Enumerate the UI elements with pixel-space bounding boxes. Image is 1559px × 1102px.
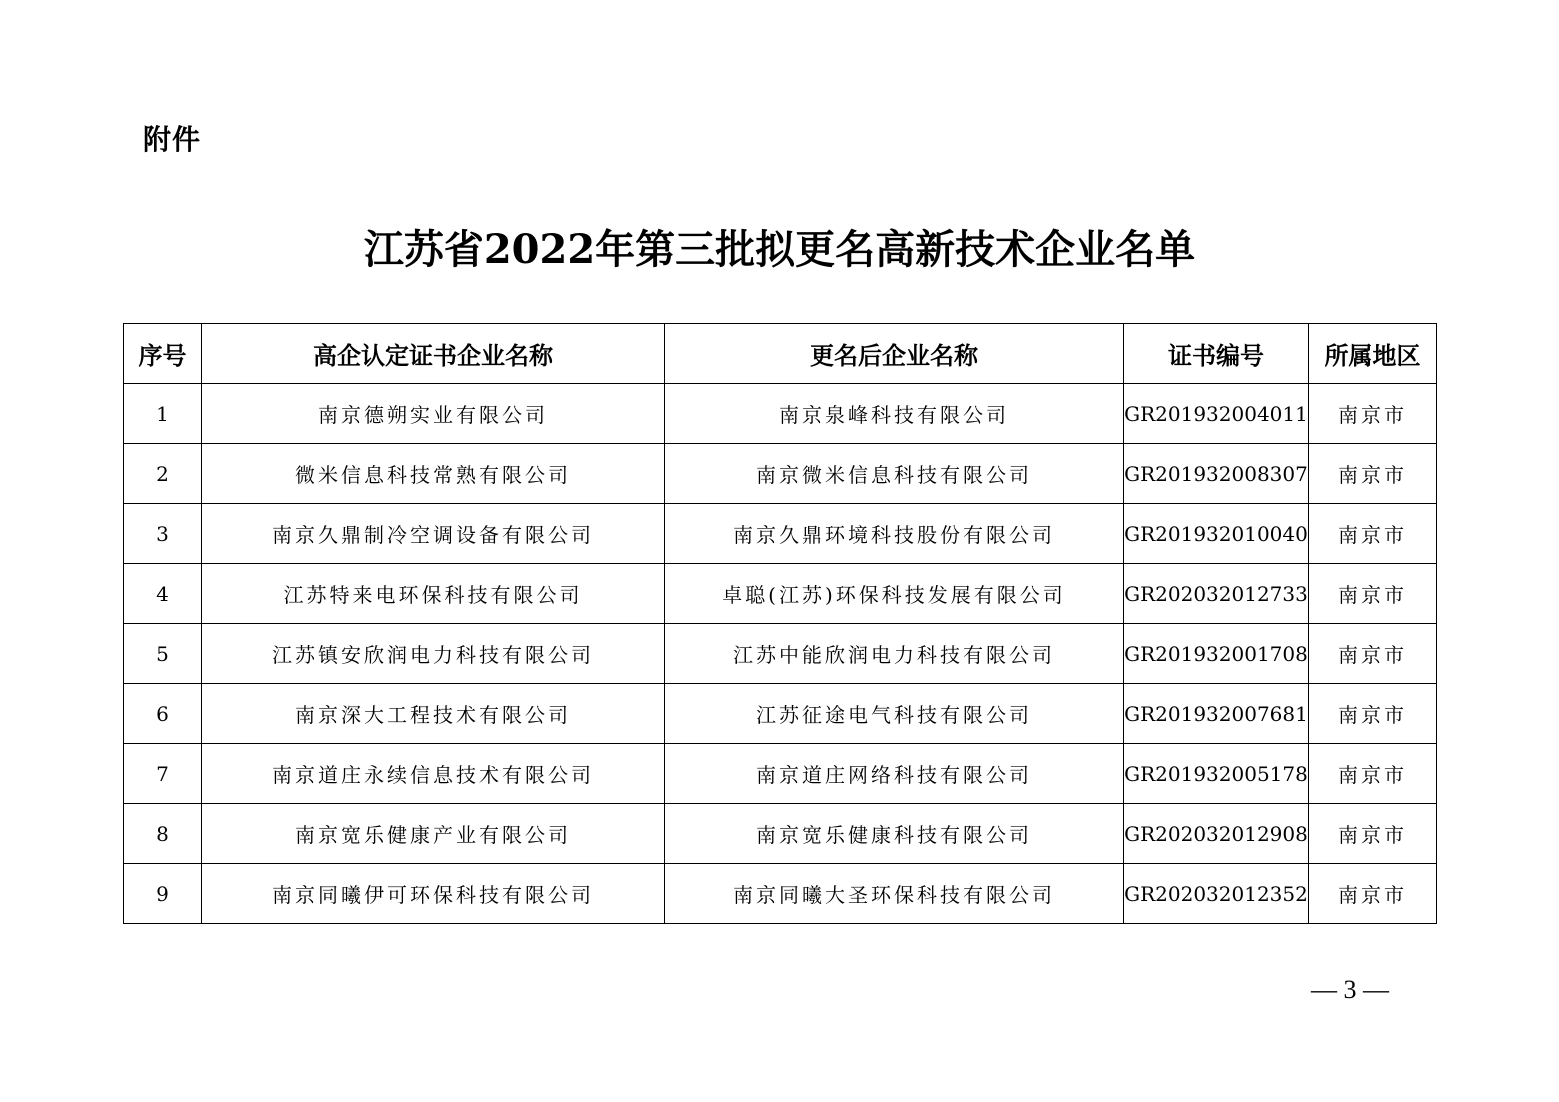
serial-number-cell: 2 [124,444,202,504]
serial-number-cell: 1 [124,384,202,444]
original-name-cell: 微米信息科技常熟有限公司 [202,444,665,504]
serial-number-cell: 8 [124,804,202,864]
table-row [124,624,1437,684]
original-name-cell: 南京同曦伊可环保科技有限公司 [202,864,665,924]
table-row [124,864,1437,924]
original-name-cell: 江苏镇安欣润电力科技有限公司 [202,624,665,684]
region-cell: 南京市 [1309,864,1437,924]
table-row [124,444,1437,504]
region-cell: 南京市 [1309,624,1437,684]
page-number: — 3 — [1311,975,1389,1004]
region-cell: 南京市 [1309,804,1437,864]
original-name-cell: 南京宽乐健康产业有限公司 [202,804,665,864]
region-cell: 南京市 [1309,564,1437,624]
table-row [124,564,1437,624]
table-row [124,684,1437,744]
table-header-row [124,324,1437,384]
table-row [124,804,1437,864]
certificate-number-cell: GR202032012352 [1124,864,1309,924]
company-rename-table [123,323,1437,924]
renamed-name-cell: 南京泉峰科技有限公司 [665,384,1124,444]
header-serial-number: 序号 [124,324,202,384]
renamed-name-cell: 卓聪(江苏)环保科技发展有限公司 [665,564,1124,624]
certificate-number-cell: GR202032012733 [1124,564,1309,624]
renamed-name-cell: 南京宽乐健康科技有限公司 [665,804,1124,864]
original-name-cell: 南京德朔实业有限公司 [202,384,665,444]
renamed-name-cell: 南京微米信息科技有限公司 [665,444,1124,504]
document-title: 江苏省2022年第三批拟更名高新技术企业名单 [363,226,1196,273]
original-name-cell: 南京久鼎制冷空调设备有限公司 [202,504,665,564]
original-name-cell: 南京深大工程技术有限公司 [202,684,665,744]
renamed-name-cell: 南京道庄网络科技有限公司 [665,744,1124,804]
region-cell: 南京市 [1309,684,1437,744]
certificate-number-cell: GR202032012908 [1124,804,1309,864]
serial-number-cell: 5 [124,624,202,684]
header-certificate-number: 证书编号 [1124,324,1309,384]
serial-number-cell: 6 [124,684,202,744]
original-name-cell: 江苏特来电环保科技有限公司 [202,564,665,624]
table-row [124,504,1437,564]
certificate-number-cell: GR201932004011 [1124,384,1309,444]
certificate-number-cell: GR201932007681 [1124,684,1309,744]
certificate-number-cell: GR201932010040 [1124,504,1309,564]
serial-number-cell: 4 [124,564,202,624]
certificate-number-cell: GR201932001708 [1124,624,1309,684]
attachment-label: 附件 [143,123,202,156]
renamed-name-cell: 江苏征途电气科技有限公司 [665,684,1124,744]
header-original-company-name: 高企认定证书企业名称 [202,324,665,384]
table-row [124,384,1437,444]
region-cell: 南京市 [1309,384,1437,444]
renamed-name-cell: 江苏中能欣润电力科技有限公司 [665,624,1124,684]
table-row [124,744,1437,804]
header-region: 所属地区 [1309,324,1437,384]
region-cell: 南京市 [1309,504,1437,564]
certificate-number-cell: GR201932005178 [1124,744,1309,804]
certificate-number-cell: GR201932008307 [1124,444,1309,504]
header-renamed-company-name: 更名后企业名称 [665,324,1124,384]
region-cell: 南京市 [1309,744,1437,804]
region-cell: 南京市 [1309,444,1437,504]
serial-number-cell: 9 [124,864,202,924]
renamed-name-cell: 南京同曦大圣环保科技有限公司 [665,864,1124,924]
original-name-cell: 南京道庄永续信息技术有限公司 [202,744,665,804]
serial-number-cell: 3 [124,504,202,564]
renamed-name-cell: 南京久鼎环境科技股份有限公司 [665,504,1124,564]
serial-number-cell: 7 [124,744,202,804]
